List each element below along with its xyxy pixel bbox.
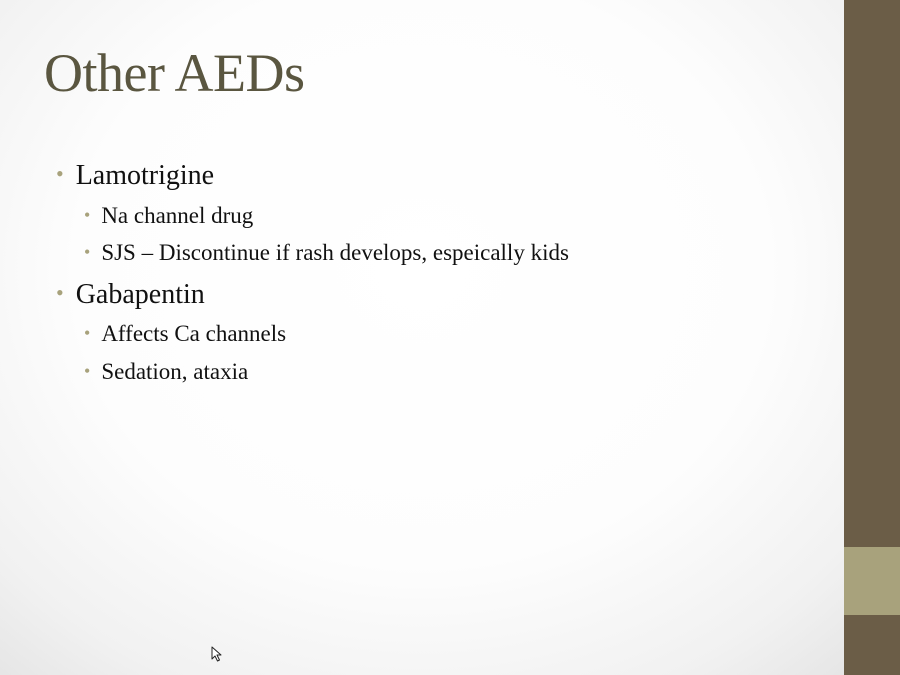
bullet-icon: • <box>56 161 64 186</box>
side-decor-accent <box>844 547 900 615</box>
sub-bullet-label: Na channel drug <box>101 203 254 228</box>
bullet-label: Gabapentin <box>75 279 205 310</box>
sub-bullet-label: Affects Ca channels <box>101 321 287 346</box>
bullet-item-gabapentin <box>56 279 205 311</box>
sub-bullet-item <box>84 359 248 385</box>
sub-bullet-label: Sedation, ataxia <box>101 359 249 384</box>
slide-title: Other AEDs <box>44 43 305 103</box>
sub-bullet-icon: • <box>84 205 91 225</box>
bullet-item-lamotrigine <box>56 160 214 192</box>
sub-bullet-item <box>84 321 286 347</box>
bullet-icon: • <box>56 280 64 305</box>
sub-bullet-icon: • <box>84 361 91 381</box>
bullet-label: Lamotrigine <box>75 160 215 191</box>
mouse-pointer-icon <box>211 646 223 662</box>
sub-bullet-icon: • <box>84 242 91 262</box>
sub-bullet-label: SJS – Discontinue if rash develops, espeically kids <box>101 240 569 265</box>
sub-bullet-icon: • <box>84 323 91 343</box>
sub-bullet-item <box>84 203 253 229</box>
sub-bullet-item <box>84 240 569 266</box>
